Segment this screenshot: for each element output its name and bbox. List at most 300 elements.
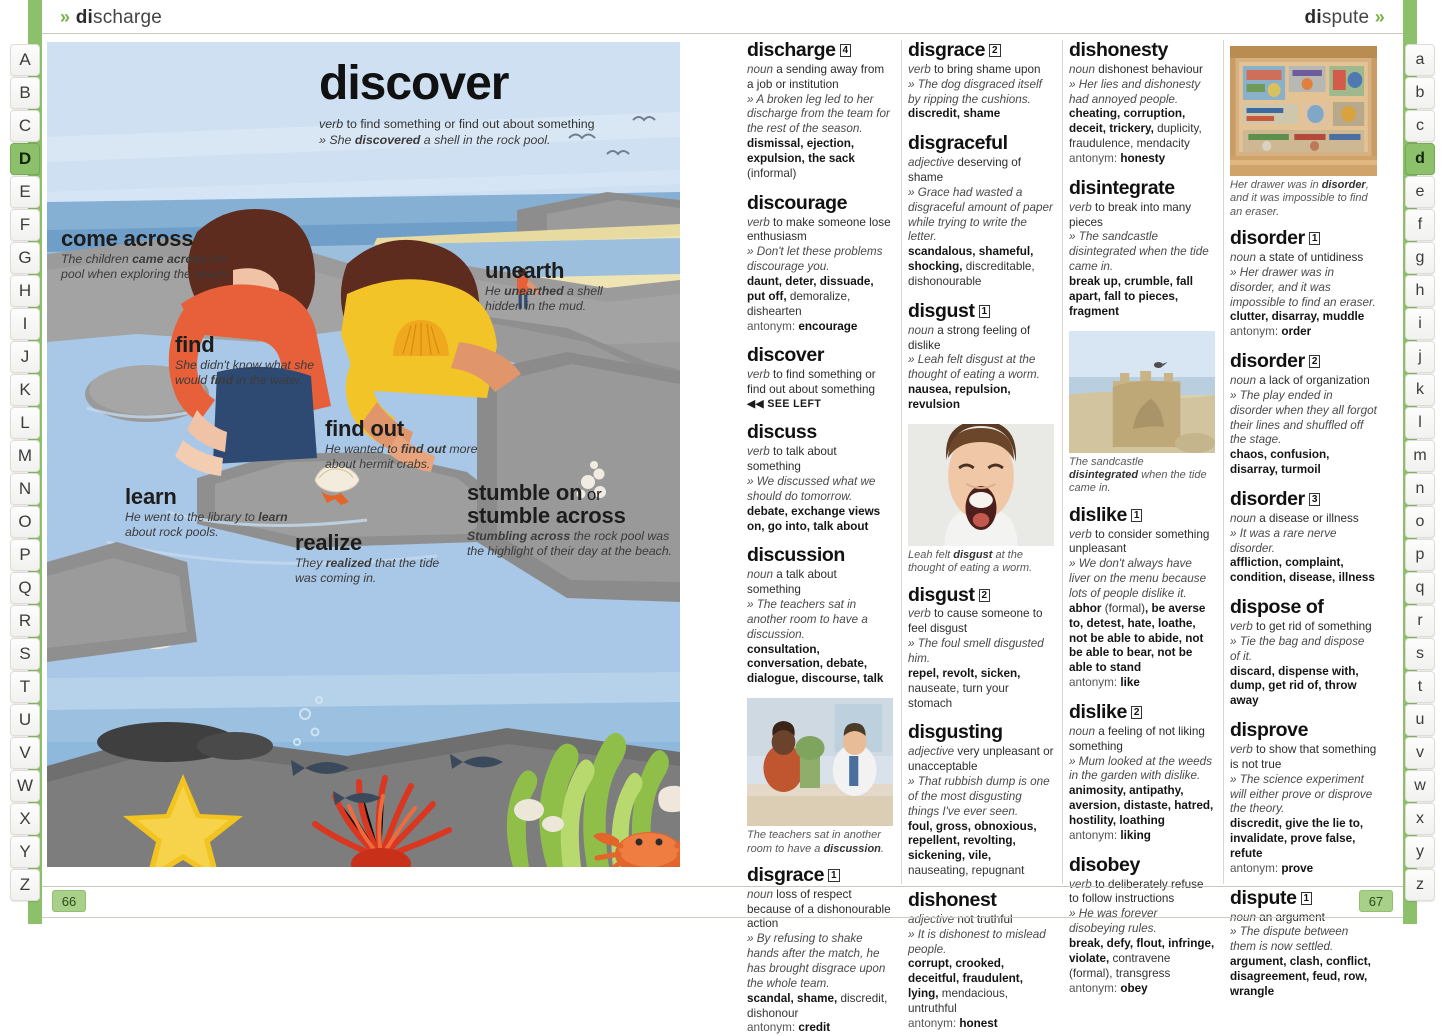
thumb-tab-d-left[interactable]: D: [10, 143, 40, 175]
thumb-tab-u-right[interactable]: u: [1405, 704, 1435, 736]
part-of-speech: noun: [747, 62, 774, 76]
example-marker: »: [747, 92, 754, 106]
sense-number-badge: 1: [1301, 892, 1313, 905]
synonyms-bold: animosity, antipathy, aversion, distaste, hatred, hostility, loathing: [1069, 784, 1214, 828]
photo-caption: [1069, 456, 1215, 496]
thesaurus-entry: [1230, 351, 1377, 478]
thumb-tab-i-left[interactable]: I: [10, 308, 40, 340]
entry-example: [1230, 266, 1377, 311]
entry-headword: dislike 2: [1069, 702, 1215, 724]
thumb-tab-k-left[interactable]: K: [10, 374, 40, 406]
sense-number-badge: 3: [1309, 493, 1321, 506]
example-text: Tie the bag and dispose of it.: [1230, 634, 1365, 663]
synonyms-plain: contravene (formal), transgress: [1069, 951, 1171, 980]
synonyms-bold: daunt, deter, dissuade, put off,: [747, 274, 874, 303]
callout-stumble-on: [467, 482, 677, 559]
definition-text: dishonest behaviour: [1095, 62, 1203, 76]
example-post: a shell in the rock pool.: [420, 133, 551, 148]
entry-headword: discover: [747, 344, 825, 367]
thumb-tab-h-right[interactable]: h: [1405, 275, 1435, 307]
example-text: It is dishonest to mislead people.: [908, 927, 1046, 956]
callout-realize: [295, 532, 455, 586]
synonym-list: [1069, 107, 1215, 152]
synonyms-bold: scandal, shame,: [747, 991, 838, 1005]
entry-example: [1069, 557, 1215, 602]
entry-headword: disgust 1: [908, 301, 1054, 323]
callout-headword: realize: [295, 530, 363, 555]
example-marker: »: [908, 775, 915, 789]
synonyms-bold: corrupt, crooked, deceitful, fraudulent, lying,: [908, 957, 1023, 1001]
part-of-speech: noun: [1230, 910, 1257, 924]
antonym-line: [1069, 829, 1215, 844]
entry-example: [747, 93, 893, 138]
caption-post: at the thought of eating a worm.: [908, 548, 1033, 575]
entry-definition-line: [1069, 528, 1215, 558]
antonym-word: honest: [959, 1016, 998, 1030]
entry-example: [747, 598, 893, 643]
example-marker: »: [908, 927, 915, 941]
part-of-speech: adjective: [908, 156, 955, 170]
entry-headword: disintegrate: [1069, 176, 1175, 199]
discover-illustration: [47, 42, 680, 867]
thumb-tab-s-left[interactable]: S: [10, 638, 40, 670]
thumb-tab-j-left[interactable]: J: [10, 341, 40, 373]
illustration-headword: discover: [319, 57, 509, 110]
callout-example-bold: learn: [258, 509, 288, 524]
entry-definition-line: [1069, 725, 1215, 755]
definition-text: a state of untidiness: [1256, 251, 1364, 265]
sense-number-badge: 2: [979, 589, 991, 602]
thesaurus-entry: [747, 193, 893, 335]
antonym-word: obey: [1120, 981, 1148, 995]
chevron-right-icon-right: »: [1374, 7, 1385, 27]
thumb-tab-v-left[interactable]: V: [10, 737, 40, 769]
synonyms-bold: discredit, shame: [908, 107, 1001, 121]
thumb-tab-y-left[interactable]: Y: [10, 836, 40, 868]
example-text: Her drawer was in disorder, and it was impossible to find an eraser.: [1230, 265, 1376, 309]
thesaurus-entry: [747, 345, 893, 411]
callout-example-post: more about hermit crabs.: [325, 441, 478, 471]
entry-definition-line: [747, 568, 893, 598]
example-text: By refusing to shake hands after the match, he has brought disgrace upon the whole team.: [747, 932, 886, 990]
see-left-crossref[interactable]: ◀◀ SEE LEFT: [747, 397, 822, 410]
photo-caption: [747, 829, 893, 856]
thumb-tab-n-left[interactable]: N: [10, 473, 40, 505]
antonym-label: antonym:: [1069, 981, 1118, 995]
thumb-tab-z-left[interactable]: Z: [10, 869, 40, 901]
entry-headword: dislike 1: [1069, 505, 1215, 527]
entry-example: [1230, 925, 1377, 955]
footer-rule-bottom: [42, 917, 1403, 918]
antonym-word: honesty: [1120, 151, 1166, 165]
callout-example: [61, 252, 251, 282]
thumb-tab-t-right[interactable]: t: [1405, 671, 1435, 703]
synonym-list: [1230, 310, 1377, 325]
synonym-list: [747, 505, 893, 535]
thumb-tab-q-right[interactable]: q: [1405, 572, 1435, 604]
thumb-tab-m-left[interactable]: M: [10, 440, 40, 472]
example-marker: »: [1230, 634, 1237, 648]
callout-find-out: [325, 418, 505, 472]
antonym-line: [1230, 862, 1377, 877]
part-of-speech: verb: [1069, 527, 1092, 541]
example-text: Don't let these problems discourage you.: [747, 245, 883, 274]
example-text: He was forever disobeying rules.: [1069, 907, 1158, 936]
thesaurus-entry: [1069, 702, 1215, 844]
caption-bold: disintegrated: [1069, 468, 1139, 481]
entry-headword: disprove: [1230, 719, 1309, 742]
callout-headword-a: stumble on: [467, 480, 583, 505]
definition-text: to cause someone to feel disgust: [908, 607, 1043, 636]
definition-text: a sending away from a job or institution: [747, 62, 885, 91]
callout-example-post: the rock pool was the highlight of their day at the beach.: [467, 528, 673, 558]
synonyms-plain: duplicity, fraudulence, mendacity: [1069, 122, 1202, 151]
antonym-label: antonym:: [1069, 676, 1118, 690]
thumb-tab-l-left[interactable]: L: [10, 407, 40, 439]
thesaurus-entry: [747, 40, 893, 182]
definition-text: to consider something unpleasant: [1069, 527, 1210, 556]
synonyms-bold: cheating, corruption, deceit, trickery,: [1069, 107, 1186, 136]
synonyms-plain: discreditable, dishonourable: [908, 260, 1035, 288]
example-text: That rubbish dump is one of the most disgusting things I've ever seen.: [908, 775, 1050, 818]
part-of-speech: verb: [1069, 877, 1092, 891]
callout-example: [175, 358, 343, 388]
synonym-list: [1230, 665, 1377, 710]
definition-text: very unpleasant or unacceptable: [908, 745, 1054, 774]
example-marker: »: [1069, 754, 1076, 768]
entry-headword: disgrace 2: [908, 40, 1054, 62]
part-of-speech: verb: [747, 368, 770, 382]
example-marker: »: [1230, 388, 1237, 402]
thesaurus-entry: [747, 545, 893, 687]
entry-definition-line: [908, 156, 1054, 186]
example-text: We don't always have liver on the menu because lots of people dislike it.: [1069, 557, 1207, 601]
part-of-speech: verb: [1230, 620, 1253, 633]
entry-example: [1230, 389, 1377, 448]
part-of-speech: noun: [1230, 374, 1257, 388]
antonym-line: [1069, 676, 1215, 691]
thesaurus-entry: [1230, 228, 1377, 340]
synonyms-plain-2: (informal): [747, 166, 797, 180]
running-head-left: [60, 7, 162, 29]
thumb-tab-l-right[interactable]: l: [1405, 407, 1435, 439]
thumb-tab-t-left[interactable]: T: [10, 671, 40, 703]
sense-number-badge: 1: [1309, 232, 1321, 245]
entry-example: [1230, 635, 1377, 665]
entry-example: [908, 637, 1054, 667]
synonyms-bold: foul, gross, obnoxious, repellent, revolting, sickening, vile,: [908, 819, 1037, 863]
synonym-list: [1069, 602, 1215, 676]
synonyms-plain: discredit, dishonour: [747, 991, 888, 1020]
callout-headword-b: stumble across: [467, 502, 626, 528]
antonym-label: antonym:: [1069, 828, 1118, 842]
caption-bold: disorder: [1321, 179, 1366, 191]
thumb-tab-y-right[interactable]: y: [1405, 836, 1435, 868]
entry-headword: dishonest: [908, 889, 997, 912]
callout-example-pre: He wanted to: [325, 441, 401, 456]
definition-text: not truthful: [954, 912, 1013, 926]
example-marker: »: [747, 245, 754, 259]
alphabet-thumb-tabs-right[interactable]: [1405, 44, 1435, 902]
thumb-tab-e-left[interactable]: E: [10, 176, 40, 208]
entry-headword: disorder 2: [1230, 351, 1377, 373]
synonyms-bold: break up, crumble, fall apart, fall to pieces, fragment: [1069, 274, 1194, 318]
definition-text: to show that something is not true: [1230, 742, 1377, 771]
callout-example-bold: realized: [325, 555, 372, 570]
synonyms-bold: repel, revolt, sicken,: [908, 666, 1021, 680]
part-of-speech: noun: [1069, 724, 1096, 738]
callout-headword: unearth: [485, 258, 565, 283]
synonym-list: [1230, 817, 1377, 862]
callout-example: [325, 442, 505, 472]
synonyms-bold: break, defy, flout, infringe, violate,: [1069, 937, 1215, 965]
example-text: Grace had wasted a disgraceful amount of paper while trying to write the letter.: [908, 185, 1053, 244]
synonym-list: [908, 667, 1054, 712]
entry-headword: disobey: [1069, 853, 1140, 876]
thumb-tab-f-right[interactable]: f: [1405, 209, 1435, 241]
synonyms-bold: nausea, repulsion, revulsion: [908, 383, 1011, 411]
antonym-label: antonym:: [1230, 325, 1279, 339]
thumb-tab-j-right[interactable]: j: [1405, 341, 1435, 373]
thumb-tab-x-right[interactable]: x: [1405, 803, 1435, 835]
thesaurus-entry: [1069, 505, 1215, 691]
thumb-tab-e-right[interactable]: e: [1405, 176, 1435, 208]
thumb-tab-p-left[interactable]: P: [10, 539, 40, 571]
synonym-list: [1069, 937, 1215, 982]
messy-drawer-photo: [1230, 46, 1377, 176]
illustration-headword-block: [319, 57, 659, 148]
chevron-right-icon-left: »: [60, 7, 71, 27]
sense-number-badge: 2: [989, 44, 1001, 57]
synonym-list: [1069, 784, 1215, 829]
thumb-tab-c-left[interactable]: C: [10, 110, 40, 142]
entry-definition-line: [1230, 743, 1377, 773]
synonym-list: [747, 275, 893, 320]
thumb-tab-b-right[interactable]: b: [1405, 77, 1435, 109]
entry-definition-line: [747, 216, 893, 246]
antonym-word: order: [1281, 325, 1312, 339]
example-marker: »: [908, 77, 915, 91]
sense-number-badge: 2: [1309, 355, 1321, 368]
thumb-tab-h-left[interactable]: H: [10, 275, 40, 307]
synonyms-bold: chaos, confusion, disarray, turmoil: [1230, 448, 1330, 477]
part-of-speech: verb: [747, 445, 770, 459]
girl-disgust-photo: [908, 424, 1054, 546]
thumb-tab-w-left[interactable]: W: [10, 770, 40, 802]
example-text: Her lies and dishonesty had annoyed people.: [1069, 77, 1201, 106]
part-of-speech: verb: [908, 62, 931, 76]
entry-headword: discussion: [747, 544, 845, 567]
thumb-tab-s-right[interactable]: s: [1405, 638, 1435, 670]
example-text: Leah felt disgust at the thought of eating a worm.: [908, 353, 1040, 382]
entry-headword: discourage: [747, 191, 848, 214]
entry-example: [908, 186, 1054, 245]
thesaurus-entry: [1230, 489, 1377, 586]
callout-headword-or: or: [582, 485, 602, 504]
definition-text: to break into many pieces: [1069, 200, 1192, 229]
thumb-tab-a-right[interactable]: a: [1405, 44, 1435, 76]
callout-example-pre: She didn't know what she would: [175, 357, 315, 387]
example-marker: »: [1069, 557, 1076, 571]
thumb-tab-d-right[interactable]: d: [1405, 143, 1435, 175]
callout-example-post: that the tide was coming in.: [295, 555, 440, 585]
synonym-list: [908, 383, 1054, 413]
example-marker: »: [747, 474, 754, 488]
synonyms-bold: dismissal, ejection, expulsion,: [747, 137, 855, 165]
example-marker: »: [908, 637, 915, 651]
definition-text: a disease or illness: [1256, 511, 1359, 525]
callout-example-pre: The children: [61, 251, 133, 266]
entry-example: [908, 928, 1054, 958]
caption-pre: The teachers sat in another room to have a: [747, 829, 881, 855]
antonym-word: liking: [1120, 828, 1151, 842]
antonym-word: prove: [1281, 861, 1314, 875]
definition-text: a feeling of not liking something: [1069, 724, 1205, 753]
thesaurus-entry: [908, 722, 1054, 879]
synonyms-bold: argument, clash, conflict, disagreement, feud, row, wrangle: [1230, 955, 1371, 998]
page-number-right: 67: [1359, 890, 1393, 912]
thumb-tab-w-right[interactable]: w: [1405, 770, 1435, 802]
antonym-label: antonym:: [1069, 151, 1118, 165]
antonym-word: credit: [798, 1021, 831, 1035]
example-text: The dog disgraced itself by ripping the cushions.: [908, 77, 1042, 106]
thumb-tab-k-right[interactable]: k: [1405, 374, 1435, 406]
thumb-tab-g-right[interactable]: g: [1405, 242, 1435, 274]
antonym-label: antonym:: [747, 319, 796, 333]
antonym-word: encourage: [798, 319, 858, 333]
caption-bold: disgust: [953, 548, 993, 561]
entry-example: [1069, 755, 1215, 785]
example-text: The foul smell disgusted him.: [908, 637, 1044, 666]
callout-example: [295, 556, 455, 586]
thumb-tab-q-left[interactable]: Q: [10, 572, 40, 604]
synonyms-plain: mendacious, untruthful: [908, 987, 1009, 1016]
antonym-label: antonym:: [908, 1016, 957, 1030]
antonym-line: [747, 1021, 893, 1036]
synonyms-bold: debate, exchange views on, go into, talk about: [747, 504, 881, 533]
thumb-tab-g-left[interactable]: G: [10, 242, 40, 274]
part-of-speech: verb: [1230, 742, 1253, 756]
thumb-tab-p-right[interactable]: p: [1405, 539, 1435, 571]
thesaurus-entry: [1069, 178, 1215, 320]
thumb-tab-z-right[interactable]: z: [1405, 869, 1435, 901]
thesaurus-entry: [908, 301, 1054, 413]
synonyms-bold: consultation, conversation, debate, dialogue, discourse, talk: [747, 642, 884, 686]
part-of-speech: verb: [747, 215, 770, 229]
example-marker: »: [747, 932, 754, 946]
caption-bold: discussion: [823, 842, 881, 855]
thumb-tab-f-left[interactable]: F: [10, 209, 40, 241]
col-3: [1063, 39, 1224, 995]
synonym-list: [747, 992, 893, 1022]
col-1: [741, 39, 902, 1035]
entry-example: [908, 775, 1054, 820]
example-marker: »: [1069, 907, 1076, 921]
example-text: A broken leg led to her discharge from the team for the rest of the season.: [747, 92, 890, 136]
part-of-speech: noun: [908, 323, 935, 337]
part-of-speech: adjective: [908, 745, 955, 759]
alphabet-thumb-tabs-left[interactable]: [10, 44, 40, 902]
example-marker: »: [1069, 230, 1076, 244]
part-of-speech: verb: [1069, 200, 1092, 214]
thumb-tab-r-left[interactable]: R: [10, 605, 40, 637]
example-marker: »: [908, 353, 915, 367]
thesaurus-entry: [1069, 40, 1215, 167]
caption-post: , and it was impossible to find an eraser.: [1230, 179, 1369, 218]
synonyms-rest: , be averse to, detest, hate, loathe, not be able to abide, not be able to bear, not be able to stand: [1069, 601, 1206, 675]
antonym-line: [1230, 325, 1377, 340]
photo-caption: [908, 549, 1054, 576]
part-of-speech: noun: [1230, 511, 1257, 525]
thumb-tab-o-right[interactable]: o: [1405, 506, 1435, 538]
thumb-tab-a-left[interactable]: A: [10, 44, 40, 76]
synonyms-bold: affliction, complaint, condition, disease, illness: [1230, 556, 1375, 585]
thumb-tab-i-right[interactable]: i: [1405, 308, 1435, 340]
antonym-line: [747, 320, 893, 335]
part-of-speech: noun: [747, 887, 774, 901]
sense-number-badge: 1: [1131, 509, 1143, 522]
entry-definition-line: [1069, 201, 1215, 231]
thumb-tab-u-left[interactable]: U: [10, 704, 40, 736]
entry-headword: disgusting: [908, 721, 1003, 744]
definition-text: to bring shame upon: [930, 62, 1041, 76]
callout-example-post: the pool when exploring the beach.: [61, 251, 232, 281]
callout-example-pre: He went to the library to: [125, 509, 259, 524]
synonym-list: [908, 957, 1054, 1016]
antonym-label: antonym:: [747, 1021, 796, 1035]
synonyms-bold: discredit, give the lie to, invalidate, prove false, refute: [1230, 817, 1364, 860]
callout-headword: [467, 482, 677, 528]
part-of-speech: adjective: [908, 912, 955, 926]
entry-definition-line: [1230, 374, 1377, 389]
thumb-tab-m-right[interactable]: m: [1405, 440, 1435, 472]
thumb-tab-x-left[interactable]: X: [10, 803, 40, 835]
caption-pre: Her drawer was in: [1230, 179, 1322, 191]
thumb-tab-b-left[interactable]: B: [10, 77, 40, 109]
entry-definition-line: [908, 63, 1054, 78]
definition-text: to get rid of something: [1252, 620, 1372, 633]
left-page: [42, 34, 733, 884]
antonym-line: [908, 1017, 1054, 1032]
example-bold: discovered: [354, 133, 421, 148]
thumb-tab-r-right[interactable]: r: [1405, 605, 1435, 637]
entry-example: [1230, 527, 1377, 557]
page-number-left: 66: [52, 890, 86, 912]
entry-headword: disgust 2: [908, 585, 1054, 607]
thumb-tab-o-left[interactable]: O: [10, 506, 40, 538]
callout-headword: come across: [61, 226, 194, 251]
callout-example: [467, 529, 677, 559]
synonyms-plain: nauseating, repugnant: [908, 864, 1025, 878]
thumb-tab-c-right[interactable]: c: [1405, 110, 1435, 142]
definition-text: to make someone lose enthusiasm: [747, 215, 891, 244]
entry-definition-line: [1230, 512, 1377, 527]
sense-number-badge: 1: [979, 305, 991, 318]
sense-number-badge: 2: [1131, 706, 1143, 719]
callout-example-pre: He: [485, 283, 505, 298]
example-marker: »: [1069, 77, 1076, 91]
entry-example: [747, 475, 893, 505]
antonym-line: [1069, 152, 1215, 167]
thumb-tab-n-right[interactable]: n: [1405, 473, 1435, 505]
sense-number-badge: 1: [828, 869, 840, 882]
synonyms-bold: abhor: [1069, 601, 1102, 615]
part-of-speech: verb: [908, 607, 931, 621]
teachers-meeting-photo: [747, 698, 893, 826]
thumb-tab-v-right[interactable]: v: [1405, 737, 1435, 769]
illustration-definition-text: to find something or find out about something: [346, 117, 595, 131]
callout-headword: find: [175, 332, 215, 357]
